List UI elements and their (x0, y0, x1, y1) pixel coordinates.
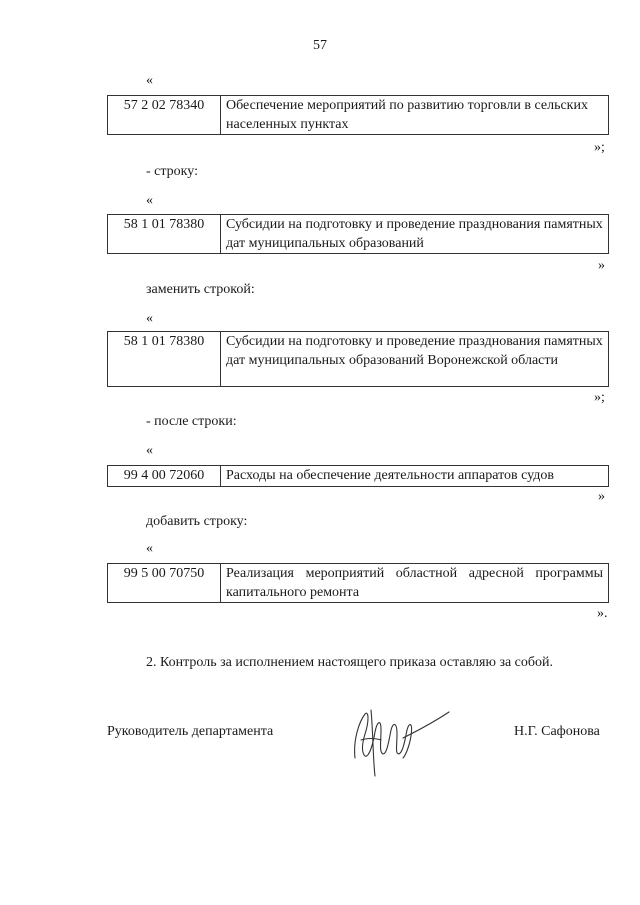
signer-name: Н.Г. Сафонова (514, 724, 600, 739)
open-quote: « (146, 311, 153, 326)
signature-image (345, 700, 455, 780)
row-code: 57 2 02 78340 (108, 96, 221, 134)
instruction-label: - после строки: (146, 414, 237, 429)
table-row (107, 95, 609, 135)
close-quote: » (598, 258, 605, 273)
close-quote: »; (594, 390, 605, 405)
instruction-label: добавить строку: (146, 514, 248, 529)
row-description: Субсидии на подготовку и проведение празднования памятных дат муниципальных образований Воронежской области (226, 334, 603, 368)
row-code: 99 4 00 72060 (108, 466, 221, 486)
row-code: 99 5 00 70750 (108, 564, 221, 602)
open-quote: « (146, 193, 153, 208)
open-quote: « (146, 73, 153, 88)
instruction-label: - строку: (146, 164, 198, 179)
table-row (107, 465, 609, 487)
instruction-label: заменить строкой: (146, 282, 255, 297)
row-code: 58 1 01 78380 (108, 215, 221, 253)
open-quote: « (146, 541, 153, 556)
row-description: Субсидии на подготовку и проведение празднования памятных дат муниципальных образований (226, 217, 603, 251)
table-row (107, 214, 609, 254)
open-quote: « (146, 443, 153, 458)
close-quote: »; (594, 140, 605, 155)
table-row (107, 563, 609, 603)
table-row (107, 331, 609, 387)
signer-title: Руководитель департамента (107, 724, 274, 739)
row-code: 58 1 01 78380 (108, 332, 221, 386)
close-quote: » (598, 489, 605, 504)
row-description: Расходы на обеспечение деятельности аппаратов судов (226, 468, 555, 483)
row-description: Реализация мероприятий областной адресной программы капитального ремонта (226, 566, 603, 600)
paragraph: 2. Контроль за исполнением настоящего приказа оставляю за собой. (146, 655, 554, 670)
page-number: 57 (313, 38, 327, 53)
close-quote: ». (597, 606, 608, 621)
row-description: Обеспечение мероприятий по развитию торговли в сельских населенных пунктах (226, 98, 588, 132)
